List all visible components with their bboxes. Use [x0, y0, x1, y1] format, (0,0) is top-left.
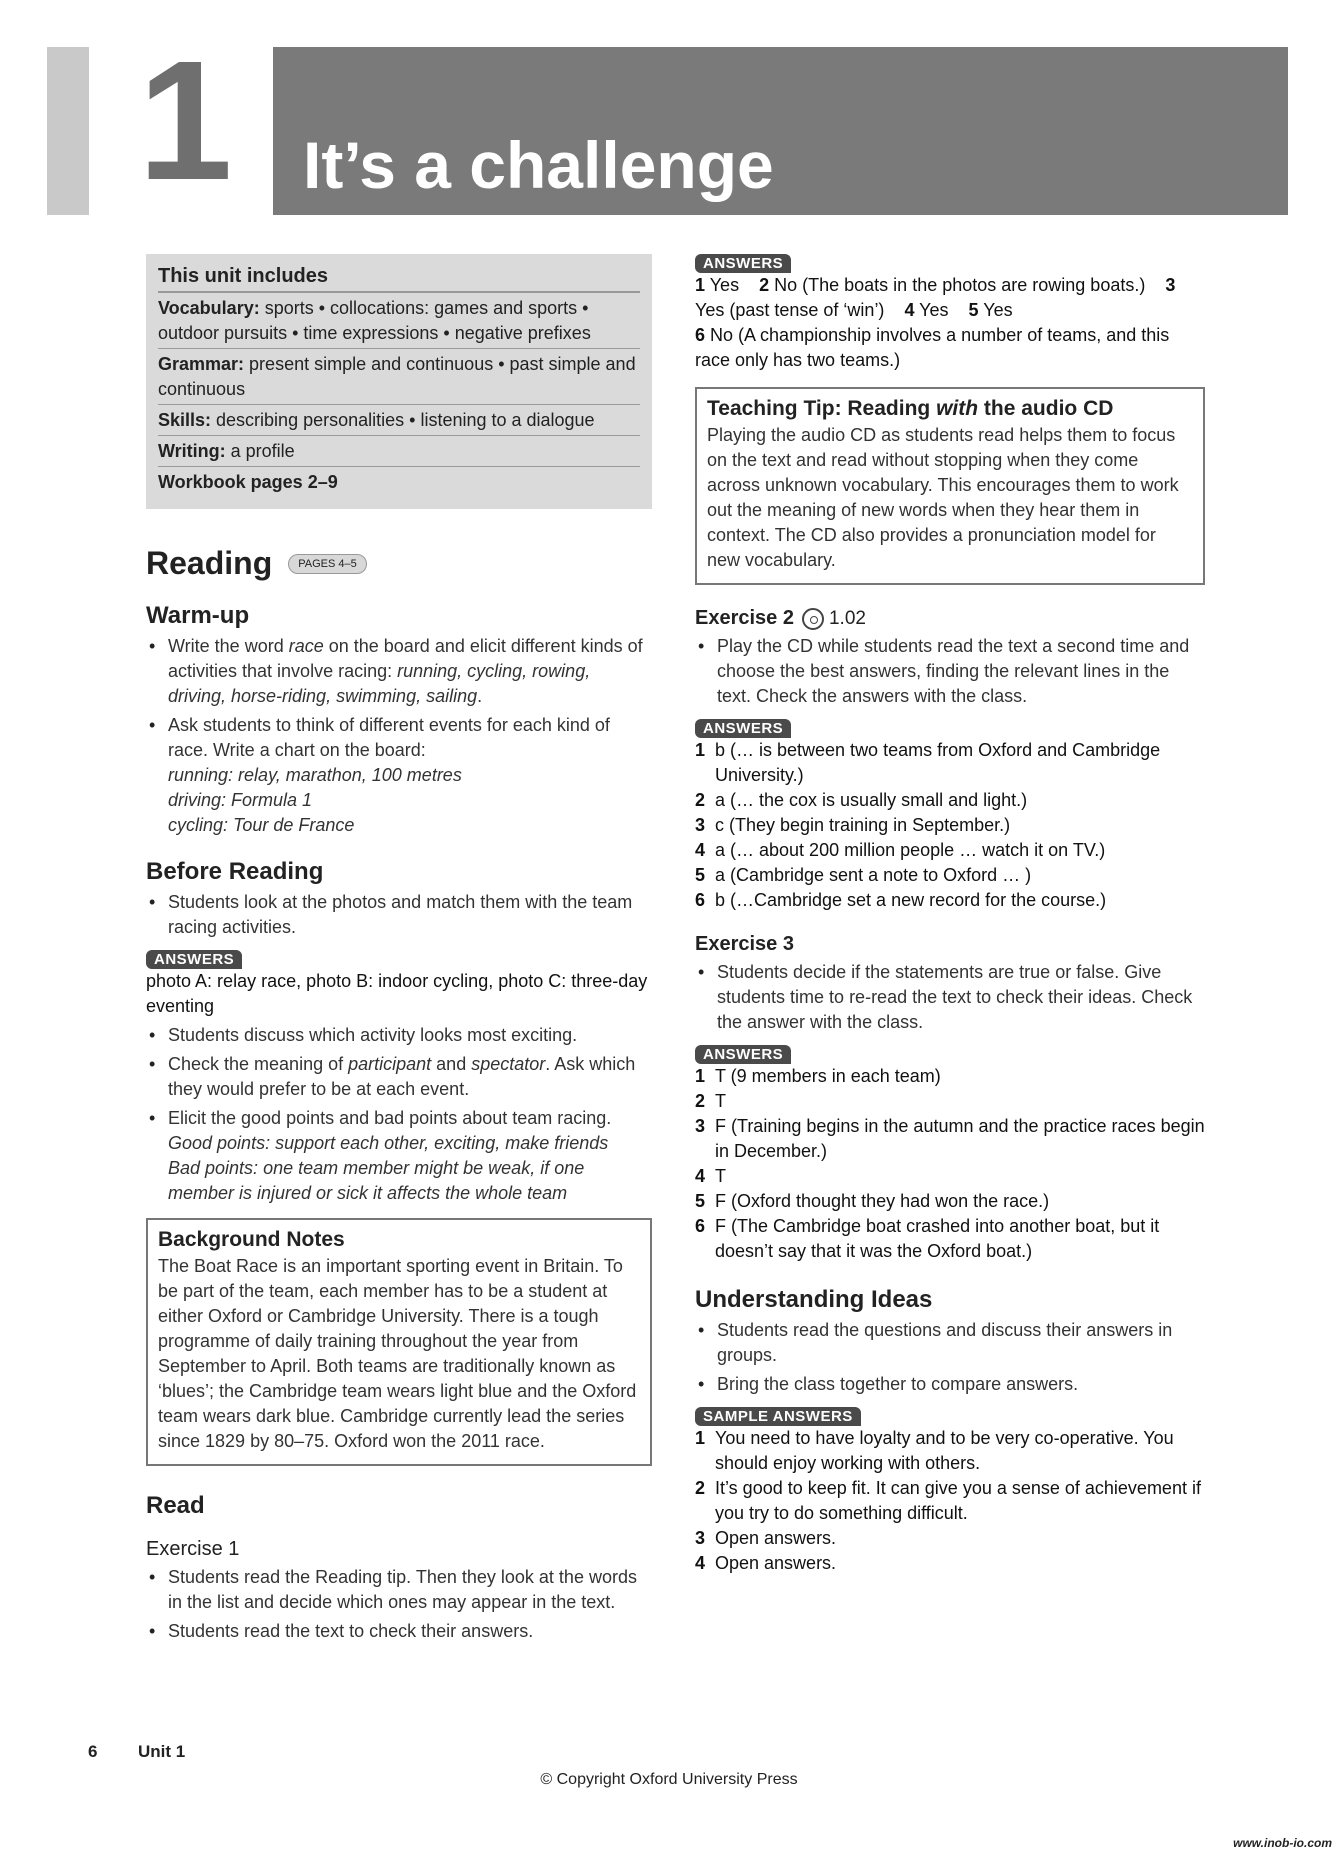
exercise-3-list	[695, 960, 1205, 1035]
footer-unit-label: Unit 1	[138, 1742, 186, 1761]
list-item: • Bring the class together to compare answers.	[695, 1372, 1205, 1397]
watermark: www.inob-io.com	[1233, 1836, 1332, 1850]
answer-item: 2 a (… the cox is usually small and light.)	[695, 790, 1028, 810]
exercise-3-heading: Exercise 3	[695, 933, 794, 955]
understanding-ideas-heading: Understanding Ideas	[695, 1286, 933, 1313]
left-column	[146, 254, 652, 1644]
answer-item: 4 Open answers.	[695, 1553, 837, 1573]
unit-number: 1	[138, 26, 229, 216]
list-item: • Ask students to think of different events for each kind of race. Write a chart on the board: running: relay, marathon, 100 metres driving: Formula 1 cycling: Tour de France	[146, 713, 652, 838]
list-item: • Elicit the good points and bad points about team racing. Good points: support each other, exciting, make friends Bad points: one team member might be weak, if one member is injured or sick it affects the whole team	[146, 1106, 652, 1206]
list-item: • Students read the questions and discuss their answers in groups.	[695, 1318, 1205, 1368]
exercise-1-list	[146, 1565, 652, 1644]
answer-item: 5 a (Cambridge sent a note to Oxford … )	[695, 865, 1032, 885]
background-notes-box	[146, 1218, 652, 1466]
teaching-tip-box	[695, 387, 1205, 585]
teaching-tip-title: Teaching Tip: Reading with the audio CD	[707, 397, 1114, 420]
answer-item: 6 b (…Cambridge set a new record for the course.)	[695, 890, 1107, 910]
exercise-2-list	[695, 634, 1205, 709]
list-item: • Students look at the photos and match them with the team racing activities.	[146, 890, 652, 940]
right-column	[695, 254, 1205, 1576]
unit-includes-box	[146, 254, 652, 509]
audio-track: 1.02	[802, 608, 866, 630]
answer-item: 1 You need to have loyalty and to be very co-operative. You should enjoy working with others.	[695, 1428, 1174, 1473]
exercise-2-heading: Exercise 2 1.02	[695, 607, 866, 629]
before-reading-heading: Before Reading	[146, 858, 324, 885]
answer-item: 2 T	[695, 1091, 726, 1111]
list-item: • Play the CD while students read the text a second time and choose the best answers, finding the relevant lines in the text. Check the answers with the class.	[695, 634, 1205, 709]
answer-item: 3 Open answers.	[695, 1528, 837, 1548]
answer-item: 1 b (… is between two teams from Oxford and Cambridge University.)	[695, 740, 1161, 785]
before-reading-list	[146, 890, 652, 940]
before-reading-list-2	[146, 1023, 652, 1206]
list-item: • Students read the Reading tip. Then they look at the words in the list and decide which ones may appear in the text.	[146, 1565, 652, 1615]
includes-row: Workbook pages 2–9	[158, 472, 338, 492]
includes-row: Vocabulary: sports • collocations: games and sports • outdoor pursuits • time expressions • negative prefixes	[158, 293, 640, 349]
answers-badge: ANSWERS	[695, 719, 791, 738]
exercise-3-answers	[695, 1064, 1205, 1264]
exercise-1-heading: Exercise 1	[146, 1538, 240, 1560]
includes-title: This unit includes	[158, 264, 640, 293]
list-item: • Write the word race on the board and elicit different kinds of activities that involve racing: running, cycling, rowing, driving, horse-riding, swimming, sailing.	[146, 634, 652, 709]
answer-item: 4 T	[695, 1166, 726, 1186]
page-title: It’s a challenge	[303, 128, 774, 202]
warmup-list	[146, 634, 652, 838]
list-item: • Students read the text to check their answers.	[146, 1619, 652, 1644]
includes-row: Skills: describing personalities • listening to a dialogue	[158, 405, 640, 436]
includes-row: Grammar: present simple and continuous • past simple and continuous	[158, 349, 640, 405]
answer-item: 3 F (Training begins in the autumn and the practice races begin in December.)	[695, 1116, 1205, 1161]
answers-badge: ANSWERS	[146, 950, 242, 969]
cd-icon	[802, 608, 824, 630]
answer-item: 5 F (Oxford thought they had won the race.)	[695, 1191, 1050, 1211]
answer-item: 1 T (9 members in each team)	[695, 1066, 941, 1086]
answer-item: 2 It’s good to keep fit. It can give you a sense of achievement if you try to do something difficult.	[695, 1478, 1201, 1523]
title-band	[273, 47, 1288, 215]
includes-row: Writing: a profile	[158, 436, 640, 467]
answers-badge: ANSWERS	[695, 254, 791, 273]
answers-badge: ANSWERS	[695, 1045, 791, 1064]
sample-answers-badge: SAMPLE ANSWERS	[695, 1407, 861, 1426]
list-item: • Students decide if the statements are true or false. Give students time to re-read the text to check their ideas. Check the answer with the class.	[695, 960, 1205, 1035]
answer-item: 6 F (The Cambridge boat crashed into another boat, but it doesn’t say that it was the Oxford boat.)	[695, 1216, 1160, 1261]
list-item: • Check the meaning of participant and spectator. Ask which they would prefer to be at each event.	[146, 1052, 652, 1102]
answers-inline: 1 Yes 2 No (The boats in the photos are rowing boats.) 3 Yes (past tense of ‘win’) 4 Yes 5 Yes 6 No (A championship involves a number of teams, and this race only has two teams.)	[695, 275, 1176, 370]
page-number: 6	[88, 1742, 98, 1761]
read-heading: Read	[146, 1492, 205, 1519]
answer-item: 3 c (They begin training in September.)	[695, 815, 1011, 835]
teaching-tip-text: Playing the audio CD as students read helps them to focus on the text and read without stopping when they come across unknown vocabulary. This encourages them to work out the meaning of new words when they hear them in context. The CD also provides a pronunciation model for new vocabulary.	[707, 425, 1179, 570]
understanding-ideas-list	[695, 1318, 1205, 1397]
background-notes-text: The Boat Race is an important sporting event in Britain. To be part of the team, each member has to be a student at either Oxford or Cambridge University. There is a tough programme of daily training throughout the year from September to April. Both teams are traditionally known as ‘blues’; the Cambridge team wears light blue and the Oxford team wears dark blue. Cambridge currently lead the series since 1829 by 80–75. Oxford won the 2011 race.	[158, 1256, 637, 1451]
answer-item: 4 a (… about 200 million people … watch it on TV.)	[695, 840, 1106, 860]
background-notes-title: Background Notes	[158, 1228, 345, 1251]
copyright-notice: © Copyright Oxford University Press	[540, 1771, 798, 1788]
reading-heading: Reading PAGES 4–5	[146, 545, 652, 582]
warmup-heading: Warm-up	[146, 602, 250, 629]
sample-answers	[695, 1426, 1205, 1576]
unit-side-bar	[47, 47, 89, 215]
exercise-2-answers	[695, 738, 1205, 913]
answers-text: photo A: relay race, photo B: indoor cycling, photo C: three-day eventing	[146, 971, 648, 1016]
pages-badge: PAGES 4–5	[288, 554, 367, 574]
list-item: • Students discuss which activity looks most exciting.	[146, 1023, 652, 1048]
